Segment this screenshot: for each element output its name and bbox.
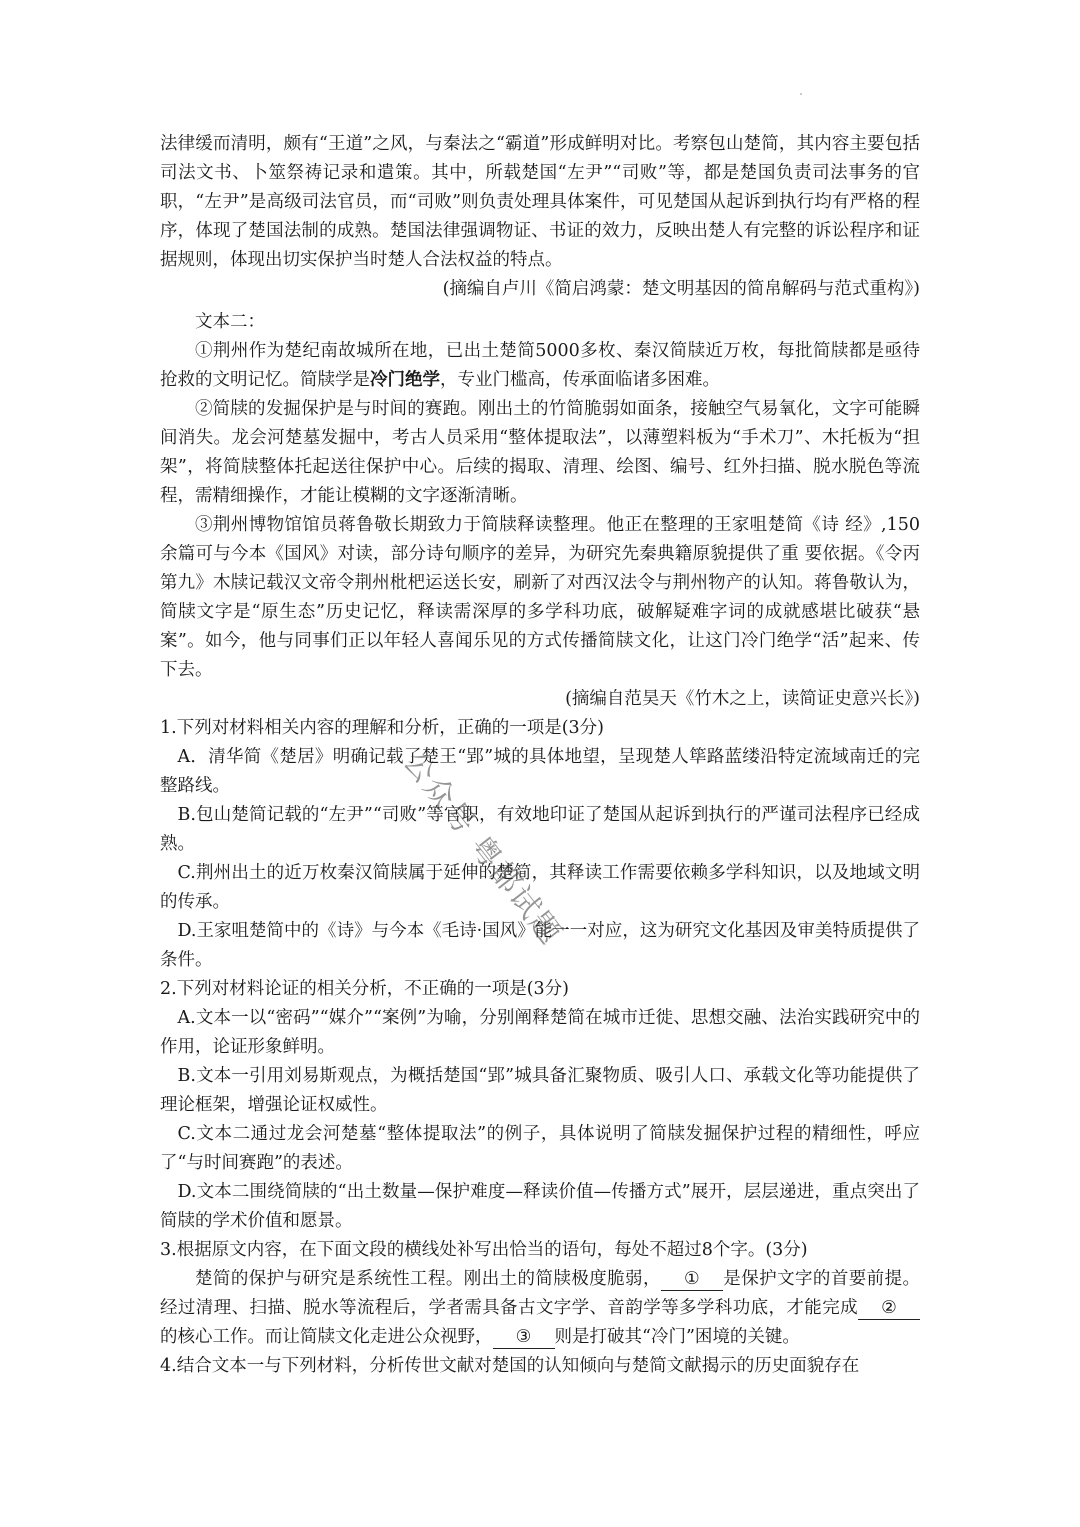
question-1-stem: 1.下列对材料相关内容的理解和分析，正确的一项是(3分) [160, 718, 604, 738]
q3-segment-3: 的核心工作。而让简牍文化走进公众视野， [160, 1327, 493, 1347]
q3-segment-2: 是保护文字的首要前提。经过清理、扫描、脱水等流程后，学者需具备古文字学、音韵学等多学科功底，才能完成 [160, 1269, 920, 1318]
text2-source: (摘编自范昊天《竹木之上，读简证史意兴长》) [565, 689, 920, 709]
question-2-stem: 2.下列对材料论证的相关分析，不正确的一项是(3分) [160, 979, 569, 999]
question-1-option-d: D.王家咀楚简中的《诗》与今本《毛诗·国风》能一一对应，这为研究文化基因及审美特质提供了条件。 [160, 921, 920, 970]
question-1-option-c: C.荆州出土的近万枚秦汉简牍属于延伸的楚简，其释读工作需要依赖多学科知识，以及地域文明的传承。 [160, 863, 920, 912]
question-2-option-d: D.文本二围绕简牍的“出土数量—保护难度—释读价值—传播方式”展开，层层递进，重点突出了简牍的学术价值和愿景。 [160, 1182, 920, 1231]
q3-segment-4: 则是打破其“冷门”困境的关键。 [554, 1327, 800, 1347]
text2-p1-bold: 冷门绝学 [370, 370, 440, 390]
text2-p1-after: ，专业门槛高，传承面临诸多困难。 [440, 370, 720, 390]
text2-heading: 文本二： [195, 312, 265, 332]
text2-paragraph-3: ③荆州博物馆馆员蒋鲁敬长期致力于简牍释读整理。他正在整理的王家咀楚简《诗 经》,150余篇可与今本《国风》对读，部分诗句顺序的差异，为研究先秦典籍原貌提供了重 要依据。《令丙第九》木牍记载汉文帝令荆州枇杷运送长安，刷新了对西汉法令与荆州物产的认知。蒋鲁敬认为，简牍文字是“原生态”历史记忆，释读需深厚的多学科功底，破解疑难字词的成就感堪比破获“悬案”。如今，他与同事们正以年轻人喜闻乐见的方式传播简牍文化，让这门冷门绝学“活”起来、传下去。 [160, 515, 920, 680]
q3-blank-1: ① [661, 1268, 723, 1291]
text2-paragraph-1 [160, 337, 920, 395]
question-2-option-c: C.文本二通过龙会河楚墓“整体提取法”的例子，具体说明了简牍发掘保护过程的精细性，呼应了“与时间赛跑”的表述。 [160, 1124, 920, 1173]
q3-blank-2: ② [858, 1297, 920, 1320]
text2-paragraph-2: ②简牍的发掘保护是与时间的赛跑。刚出土的竹简脆弱如面条，接触空气易氧化，文字可能瞬间消失。龙会河楚墓发掘中，考古人员采用“整体提取法”，以薄塑料板为“手术刀”、木托板为“担架”，将简牍整体托起送往保护中心。后续的揭取、清理、绘图、编号、红外扫描、脱水脱色等流程，需精细操作，才能让模糊的文字逐渐清晰。 [160, 399, 920, 506]
question-4-stem: 4.结合文本一与下列材料，分析传世文献对楚国的认知倾向与楚简文献揭示的历史面貌存在 [160, 1356, 860, 1376]
question-3-stem: 3.根据原文内容，在下面文段的横线处补写出恰当的语句，每处不超过8个字。(3分) [160, 1240, 808, 1260]
question-1-option-b: B.包山楚简记载的“左尹”“司败”等官职，有效地印证了楚国从起诉到执行的严谨司法程序已经成熟。 [160, 805, 920, 854]
q3-segment-1: 楚简的保护与研究是系统性工程。刚出土的简牍极度脆弱， [195, 1269, 661, 1289]
watermark: 公众号 粤都试题 [396, 744, 569, 953]
question-2-option-a: A.文本一以“密码”“媒介”“案例”为喻，分别阐释楚简在城市迁徙、思想交融、法治实践研究中的作用，论证形象鲜明。 [160, 1008, 920, 1057]
text1-source: (摘编自卢川《简启鸿蒙：楚文明基因的简帛解码与范式重构》) [442, 279, 920, 299]
question-2-option-b: B.文本一引用刘易斯观点，为概括楚国“郢”城具备汇聚物质、吸引人口、承载文化等功能提供了理论框架，增强论证权威性。 [160, 1066, 920, 1115]
q3-blank-3: ③ [493, 1326, 555, 1349]
text1-tail-paragraph: 法律缓而清明，颇有“王道”之风，与秦法之“霸道”形成鲜明对比。考察包山楚简，其内容主要包括司法文书、卜筮祭祷记录和遣策。其中，所载楚国“左尹”“司败”等，都是楚国负责司法事务的官职，“左尹”是高级司法官员，而“司败”则负责处理具体案件，可见楚国从起诉到执行均有严格的程序，体现了楚国法制的成熟。楚国法律强调物证、书证的效力，反映出楚人有完整的诉讼程序和证据规则，体现出切实保护当时楚人合法权益的特点。 [160, 134, 920, 270]
document-page [160, 130, 920, 1381]
question-3-passage [160, 1265, 920, 1352]
question-1-option-a: A．清华简《楚居》明确记载了楚王“郢”城的具体地望，呈现楚人筚路蓝缕沿特定流域南迁的完整路线。 [160, 747, 920, 796]
text2-p1-before: ①荆州作为楚纪南故城所在地，已出土楚简5000多枚、秦汉简牍近万枚，每批简牍都是亟待抢救的文明记忆。简牍学是 [160, 341, 920, 390]
scan-speck [800, 93, 802, 95]
